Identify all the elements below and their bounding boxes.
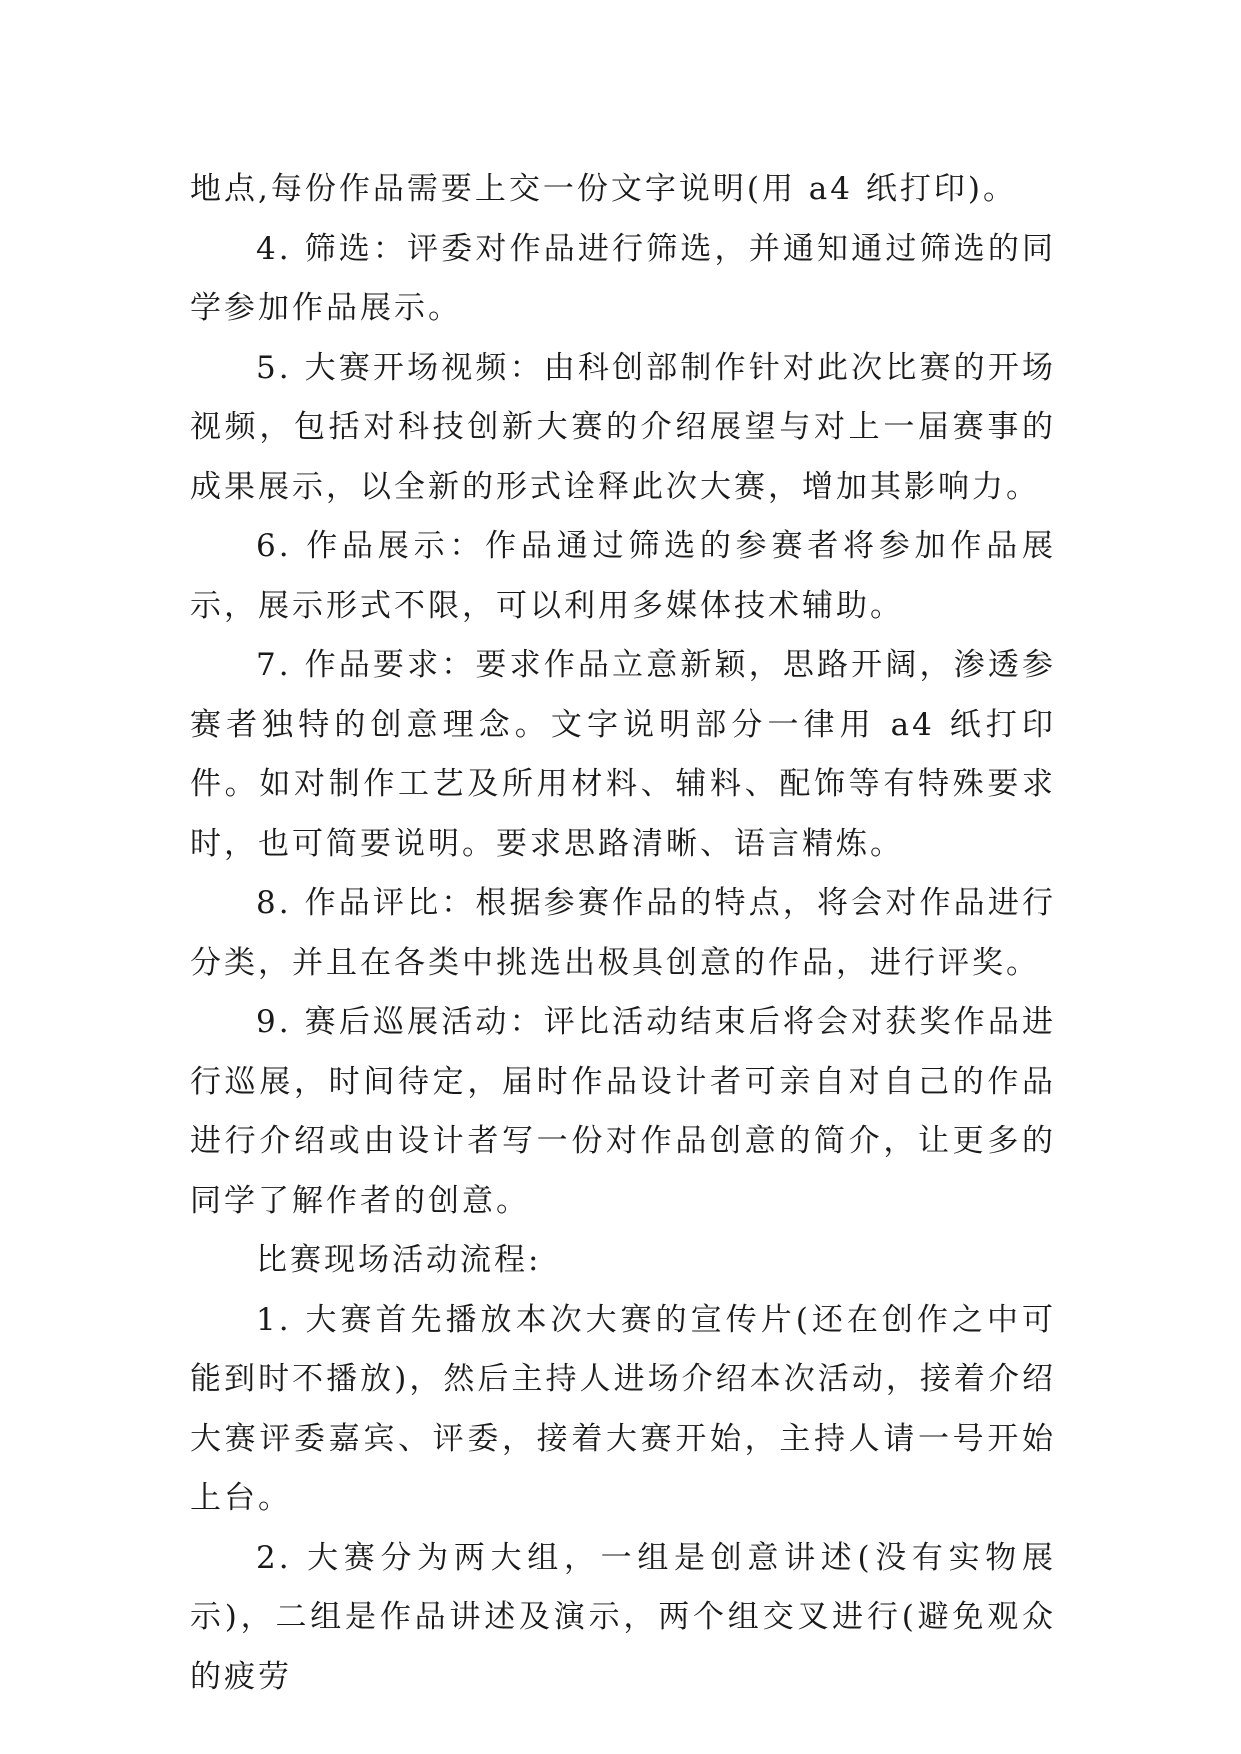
paragraph-item-7-requirements: 7. 作品要求：要求作品立意新颖，思路开阔，渗透参赛者独特的创意理念。文字说明部分一律用 a4 纸打印件。如对制作工艺及所用材料、辅料、配饰等有特殊要求时，也可简要说明。要求思路清晰、语言精炼。 — [190, 647, 1056, 862]
paragraph-process-step-1: 1. 大赛首先播放本次大赛的宣传片(还在创作之中可能到时不播放)，然后主持人进场介绍本次活动，接着介绍大赛评委嘉宾、评委，接着大赛开始，主持人请一号开始上台。 — [190, 1301, 1056, 1516]
paragraph-process-step-2: 2. 大赛分为两大组，一组是创意讲述(没有实物展示)，二组是作品讲述及演示，两个组交叉进行(避免观众的疲劳 — [190, 1539, 1056, 1695]
paragraph-item-6-exhibition: 6. 作品展示：作品通过筛选的参赛者将参加作品展示，展示形式不限，可以利用多媒体技术辅助。 — [190, 528, 1056, 624]
document-body — [190, 160, 1056, 1707]
section-heading-on-site-process: 比赛现场活动流程: — [256, 1242, 542, 1278]
paragraph-item-8-judging: 8. 作品评比：根据参赛作品的特点，将会对作品进行分类，并且在各类中挑选出极具创意的作品，进行评奖。 — [190, 885, 1056, 981]
paragraph-item-4-screening: 4. 筛选：评委对作品进行筛选，并通知通过筛选的同学参加作品展示。 — [190, 230, 1056, 326]
paragraph-continuation: 地点,每份作品需要上交一份文字说明(用 a4 纸打印)。 — [190, 171, 1017, 207]
paragraph-item-9-touring-exhibition: 9. 赛后巡展活动：评比活动结束后将会对获奖作品进行巡展，时间待定，届时作品设计者可亲自对自己的作品进行介绍或由设计者写一份对作品创意的简介，让更多的同学了解作者的创意。 — [190, 1004, 1056, 1219]
paragraph-item-5-opening-video: 5. 大赛开场视频：由科创部制作针对此次比赛的开场视频，包括对科技创新大赛的介绍展望与对上一届赛事的成果展示，以全新的形式诠释此次大赛，增加其影响力。 — [190, 349, 1056, 505]
